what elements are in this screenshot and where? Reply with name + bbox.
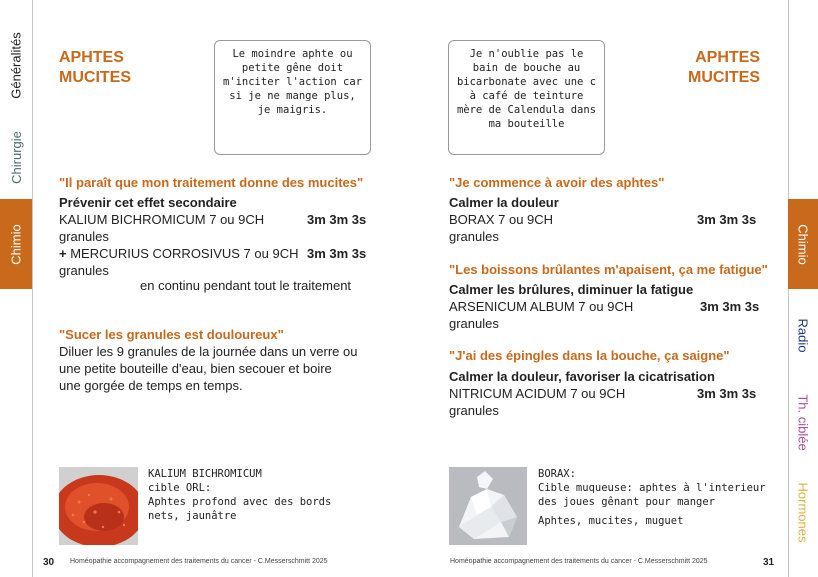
left-quote-granules: "Sucer les granules est douloureux" xyxy=(59,327,284,342)
tab-ciblee-label: Th. ciblée xyxy=(795,394,811,451)
left-remedy-1-unit: granules xyxy=(59,229,109,244)
left-remedy-2-name: MERCURIUS CORROSIVUS 7 ou 9CH xyxy=(66,246,299,261)
left-footer: Homéopathie accompagnement des traitements du cancer - C.Messerschmitt 2025 xyxy=(70,558,328,565)
tab-generalites[interactable] xyxy=(0,20,32,110)
tab-chirurgie-label: Chirurgie xyxy=(8,131,24,184)
right-quote-aphtes: "Je commence à avoir des aphtes" xyxy=(449,175,665,190)
tab-therapie-ciblee[interactable] xyxy=(788,380,818,465)
right-title-line2: MUCITES xyxy=(688,69,760,86)
left-tab-divider xyxy=(32,0,33,577)
left-caption-line1: KALIUM BICHROMICUM xyxy=(148,468,262,480)
left-para-line3: une gorgée de temps en temps. xyxy=(59,378,243,393)
right-caption-line3: des joues gênant pour manger xyxy=(538,496,716,508)
right-remedy-1 xyxy=(449,211,769,228)
left-caption-line3: Aphtes profond avec des bords xyxy=(148,496,332,508)
right-block-3 xyxy=(449,368,769,419)
right-remedy-1-dose: 3m 3m 3s xyxy=(697,212,757,227)
right-tip-note xyxy=(448,40,605,155)
right-remedy-3-unit: granules xyxy=(449,403,499,418)
left-tip-note-text: Le moindre aphte ou petite gêne doit m'inciter l'action car si je ne mange plus, je maigris. xyxy=(222,48,363,116)
tab-chimio-right-active[interactable] xyxy=(788,199,818,289)
right-remedy-3-dose: 3m 3m 3s xyxy=(697,386,757,401)
right-tip-note-text: Je n'oublie pas le bain de bouche au bicarbonate avec une c à café de teinture mère de Calendula dans ma bouteille xyxy=(456,48,597,130)
right-sub-1: Calmer la douleur xyxy=(449,195,559,210)
left-page-number: 30 xyxy=(43,557,55,568)
tab-chimio-label: Chimio xyxy=(8,223,24,265)
left-remedy-2 xyxy=(59,245,374,262)
left-sub-prevenir: Prévenir cet effet secondaire xyxy=(59,195,237,210)
left-caption-line2: cible ORL: xyxy=(148,482,212,494)
tab-radio-label: Radio xyxy=(795,318,811,352)
left-para-line1: Diluer les 9 granules de la journée dans un verre ou xyxy=(59,344,358,359)
right-photo-caption xyxy=(538,467,778,528)
tab-generalites-label: Généralités xyxy=(8,31,24,99)
left-title-line2: MUCITES xyxy=(59,69,131,86)
right-remedy-2-name: ARSENICUM ALBUM 7 ou 9CH xyxy=(449,299,634,314)
right-title-line1: APHTES xyxy=(695,49,760,66)
right-block-2 xyxy=(449,281,769,332)
right-page-number: 31 xyxy=(763,557,775,568)
right-caption-line2: Cible muqueuse: aphtes à l'interieur xyxy=(538,482,766,494)
left-remedy-block xyxy=(59,194,374,279)
right-remedy-2-dose: 3m 3m 3s xyxy=(700,299,760,314)
right-caption-line1: BORAX: xyxy=(538,468,576,480)
left-tip-note xyxy=(214,40,371,155)
right-block-1 xyxy=(449,194,769,245)
right-quote-boissons: "Les boissons brûlantes m'apaisent, ça me fatigue" xyxy=(449,262,768,277)
tab-hormones[interactable] xyxy=(788,470,818,555)
left-remedy-2-dose: 3m 3m 3s xyxy=(307,246,367,261)
tab-chimio-active[interactable] xyxy=(0,199,32,289)
right-footer: Homéopathie accompagnement des traitements du cancer - C.Messerschmitt 2025 xyxy=(450,558,708,565)
right-remedy-3 xyxy=(449,385,769,402)
right-quote-epingles: "J'ai des épingles dans la bouche, ça saigne" xyxy=(449,348,730,363)
tab-hormones-label: Hormones xyxy=(795,482,811,543)
right-sub-3: Calmer la douleur, favoriser la cicatrisation xyxy=(449,369,715,384)
right-remedy-2 xyxy=(449,298,769,315)
right-remedy-2-unit: granules xyxy=(449,316,499,331)
right-remedy-1-unit: granules xyxy=(449,229,499,244)
left-remedy-1-name: KALIUM BICHROMICUM 7 ou 9CH xyxy=(59,212,265,227)
right-remedy-3-name: NITRICUM ACIDUM 7 ou 9CH xyxy=(449,386,626,401)
left-remedy-2-unit: granules xyxy=(59,263,109,278)
right-remedy-1-name: BORAX 7 ou 9CH xyxy=(449,212,554,227)
tab-chirurgie[interactable] xyxy=(0,120,32,195)
left-page-title xyxy=(59,48,131,88)
left-remedy-2-plus: + xyxy=(59,246,67,261)
left-caption-line4: nets, jaunâtre xyxy=(148,510,237,522)
left-remedy-1 xyxy=(59,211,374,228)
tab-radio[interactable] xyxy=(788,300,818,370)
left-continu-text: en continu pendant tout le traitement xyxy=(140,278,352,293)
left-remedy-1-dose: 3m 3m 3s xyxy=(307,212,367,227)
kalium-bichromicum-photo xyxy=(59,467,138,545)
right-page-title xyxy=(660,48,760,88)
left-photo-caption xyxy=(148,467,378,523)
right-caption-line4: Aphtes, mucites, muguet xyxy=(538,515,684,527)
left-title-line1: APHTES xyxy=(59,49,124,66)
left-para-line2: une petite bouteille d'eau, bien secouer et boire xyxy=(59,361,332,376)
borax-photo xyxy=(449,467,527,545)
tab-chimio-right-label: Chimio xyxy=(795,223,811,265)
left-paragraph xyxy=(59,343,379,394)
left-quote-mucites: "Il paraît que mon traitement donne des mucites" xyxy=(59,175,364,190)
right-sub-2: Calmer les brûlures, diminuer la fatigue xyxy=(449,282,694,297)
